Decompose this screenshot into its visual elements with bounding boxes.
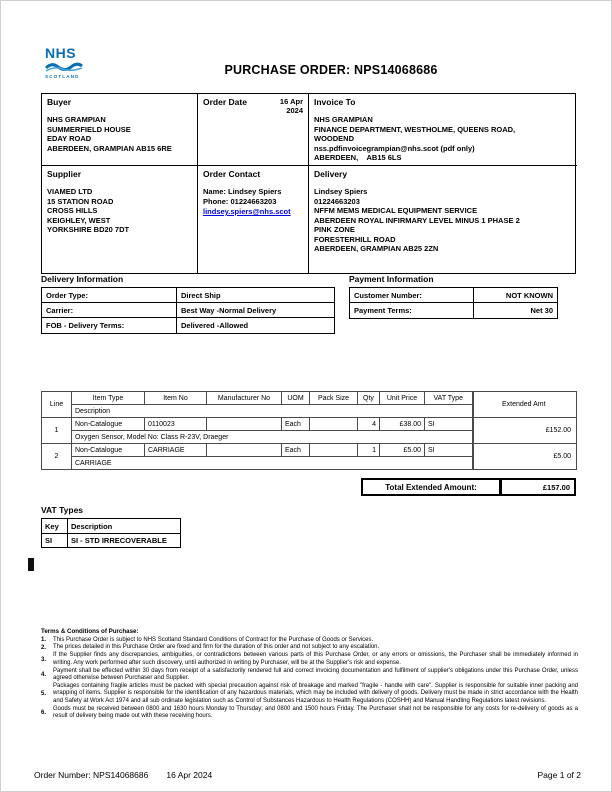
col-vat-type: VAT Type [425, 392, 473, 405]
term-text: This Purchase Order is subject to NHS Scotland Standard Conditions of Contract for the Purchase of Goods or Services. [53, 636, 374, 643]
invoice-email: nss.pdfinvoicegrampian@nhs.scot (pdf only) [314, 143, 475, 153]
payment-information-table [349, 287, 558, 319]
term-number: 5. [41, 691, 47, 698]
delivery-information-heading: Delivery Information [41, 274, 124, 284]
table-row [42, 288, 334, 303]
order-date-value: 16 Apr 2024 [279, 97, 303, 115]
terms-and-conditions [41, 628, 578, 720]
logo-wave-icon [45, 61, 83, 73]
table-row [42, 444, 577, 457]
customer-number-label: Customer Number: [350, 288, 474, 302]
buyer-line: EDAY ROAD [47, 134, 92, 143]
vat-key-value: SI [42, 534, 68, 547]
supplier-line: KEIGHLEY, WEST [47, 215, 111, 225]
manufacturer-no [207, 444, 282, 457]
item-no: CARRIAGE [145, 444, 207, 457]
table-row [42, 318, 334, 333]
col-extended-amt: Extended Amt [473, 392, 577, 418]
supplier-line: VIAMED LTD [47, 187, 93, 196]
vat-type: SI [425, 444, 473, 457]
col-pack-size: Pack Size [310, 392, 358, 405]
unit-price: £5.00 [380, 444, 425, 457]
fob-label: FOB - Delivery Terms: [42, 318, 177, 333]
buyer-box [42, 94, 198, 166]
table-row [350, 303, 557, 318]
supplier-label: Supplier [47, 169, 82, 179]
delivery-line: ABERDEEN, GRAMPIAN AB25 2ZN [314, 244, 439, 253]
term-item [41, 637, 578, 644]
term-number: 1. [41, 637, 47, 644]
item-type: Non-Catalogue [72, 444, 145, 457]
line-items-table [41, 391, 577, 470]
delivery-information-table [41, 287, 335, 334]
customer-number-value: NOT KNOWN [505, 290, 553, 300]
term-item [41, 668, 578, 683]
page-title: PURCHASE ORDER: NPS14068686 [224, 63, 438, 77]
pack-size [310, 444, 358, 457]
term-text: Packages containing fragile articles must be packed with special precaution against risk of breakage and marked "fragile - handle with care". Supplier is responsible for suitable inner packing and wrapping of items. Supplier is responsible for the identification of any hazardous materials, which may be included with delivery of goods. Delivery must be made in strict accordance with the Health and Safety at Work Act 1974 and all sub ordinate legislation such as Control of Substances Hazardous to Health Regulations (COSHH) and Manual Handling Regulations latest revisions. [53, 682, 578, 704]
invoice-to-line: NHS GRAMPIAN [314, 115, 373, 124]
invoice-to-line: ABERDEEN, AB15 6LS [314, 153, 402, 162]
col-item-no: Item No [145, 392, 207, 405]
contact-phone: Phone: 01224663203 [203, 197, 277, 206]
order-type-value: Direct Ship [181, 290, 221, 300]
order-contact-box [198, 166, 309, 273]
table-header-row [42, 392, 577, 405]
payment-terms-label: Payment Terms: [350, 303, 474, 318]
item-description: CARRIAGE [72, 457, 473, 470]
scan-artifact [28, 558, 34, 571]
delivery-line: Lindsey Spiers [314, 187, 368, 196]
item-line-no: 2 [42, 444, 72, 470]
vat-key-header: Key [42, 519, 68, 533]
nhs-logo-text: NHS [45, 45, 77, 61]
pack-size [310, 418, 358, 431]
qty: 4 [358, 418, 380, 431]
term-number: 6. [41, 710, 47, 717]
delivery-line: 01224663203 [314, 196, 360, 206]
supplier-box [42, 166, 198, 273]
extended-amt: £152.00 [473, 418, 577, 444]
delivery-line: ABERDEEN ROYAL INFIRMARY LEVEL MINUS 1 PHASE 2 [314, 215, 520, 225]
table-row [42, 418, 577, 431]
vat-description-header: Description [71, 521, 113, 531]
supplier-line: 15 STATION ROAD [47, 196, 114, 206]
term-text: Payment shall be effected within 30 days from receipt of a satisfactorily rendered full and correct invoicing documentation and fulfilment of supplier's obligations under this Purchase Order, unless agreed otherwise between Purchaser and Supplier. [53, 667, 578, 682]
total-extended-amount [361, 478, 576, 496]
term-number: 2. [41, 645, 47, 652]
unit-price: £38.00 [380, 418, 425, 431]
table-row [42, 303, 334, 318]
term-number: 4. [41, 672, 47, 679]
qty: 1 [358, 444, 380, 457]
invoice-to-line: FINANCE DEPARTMENT, WESTHOLME, QUEENS ROAD, [314, 124, 516, 134]
col-description: Description [72, 405, 473, 418]
col-uom: UOM [282, 392, 310, 405]
fob-value: Delivered -Allowed [181, 321, 249, 330]
footer-date: 16 Apr 2024 [166, 770, 213, 780]
table-row [42, 533, 180, 547]
delivery-box [309, 166, 577, 273]
buyer-line: NHS GRAMPIAN [47, 115, 106, 124]
invoice-to-box [309, 94, 577, 166]
uom: Each [282, 444, 310, 457]
total-label: Total Extended Amount: [361, 478, 501, 496]
buyer-line: SUMMERFIELD HOUSE [47, 124, 131, 134]
vat-types-heading: VAT Types [41, 505, 84, 515]
order-header-grid [41, 93, 576, 274]
vat-type: SI [425, 418, 473, 431]
item-line-no: 1 [42, 418, 72, 444]
payment-terms-value: Net 30 [530, 306, 553, 315]
item-description: Oxygen Sensor, Model No: Class R-23V, Draeger [72, 431, 473, 444]
carrier-value: Best Way -Normal Delivery [181, 305, 277, 315]
order-date-label: Order Date [203, 97, 247, 107]
delivery-label: Delivery [314, 169, 348, 179]
table-header-row [42, 519, 180, 533]
item-type: Non-Catalogue [72, 418, 145, 431]
term-text: The prices detailed in this Purchase Order are fixed and firm for the duration of this order and not subject to any escalation. [53, 644, 380, 651]
vat-types-table [41, 518, 181, 548]
term-text: If the Supplier finds any discrepancies, ambiguities, or contradictions between various parts of this Purchase Order, or any errors or omissions, the Purchaser shall be immediately informed in writing. Any work performed after such discovery, until authorized in writing by Purchaser, will be at the Supplier's risk and expense. [53, 652, 578, 666]
col-item-type: Item Type [72, 392, 145, 405]
scotland-logo-text: SCOTLAND [45, 74, 80, 79]
term-item [41, 652, 578, 667]
order-contact-label: Order Contact [203, 169, 261, 179]
payment-information-heading: Payment Information [349, 274, 434, 284]
buyer-label: Buyer [47, 97, 72, 107]
table-row [350, 288, 557, 303]
contact-email-link[interactable]: lindsey.spiers@nhs.scot [203, 207, 291, 216]
total-value: £157.00 [501, 478, 576, 496]
term-text: Goods must be received between 0800 and 1630 hours Monday to Thursday; and 0800 and 1500 hours Friday. The Purchaser shall not be responsible for any costs for re-delivery of goods as a result of delivery being made out with these receiving hours. [53, 705, 578, 720]
col-manufacturer-no: Manufacturer No [207, 392, 282, 405]
term-item [41, 706, 578, 721]
invoice-to-line: WOODEND [314, 134, 354, 143]
terms-heading: Terms & Conditions of Purchase: [41, 628, 139, 635]
carrier-label: Carrier: [42, 303, 177, 317]
term-number: 3. [41, 656, 47, 663]
invoice-to-label: Invoice To [314, 97, 356, 107]
supplier-line: YORKSHIRE BD20 7DT [47, 225, 130, 234]
order-date-box [198, 94, 309, 166]
supplier-line: CROSS HILLS [47, 206, 98, 215]
footer-order-info [34, 770, 230, 780]
delivery-line: NFFM MEMS MEDICAL EQUIPMENT SERVICE [314, 206, 478, 215]
item-no: 0110023 [145, 418, 207, 431]
footer-order-number: Order Number: NPS14068686 [34, 770, 149, 780]
manufacturer-no [207, 418, 282, 431]
col-line: Line [42, 392, 72, 418]
contact-name: Name: Lindsey Spiers [203, 187, 282, 196]
vat-description-value: SI - STD IRRECOVERABLE [71, 536, 167, 545]
order-type-label: Order Type: [42, 288, 177, 302]
delivery-line: PINK ZONE [314, 225, 355, 234]
buyer-line: ABERDEEN, GRAMPIAN AB15 6RE [47, 143, 172, 153]
col-qty: Qty [358, 392, 380, 405]
uom: Each [282, 418, 310, 431]
extended-amt: £5.00 [473, 444, 577, 470]
delivery-line: FORESTERHILL ROAD [314, 234, 396, 244]
nhs-scotland-logo [45, 46, 91, 79]
term-item [41, 644, 578, 651]
footer-page-number: Page 1 of 2 [537, 770, 581, 780]
term-item [41, 683, 578, 705]
col-unit-price: Unit Price [380, 392, 425, 405]
